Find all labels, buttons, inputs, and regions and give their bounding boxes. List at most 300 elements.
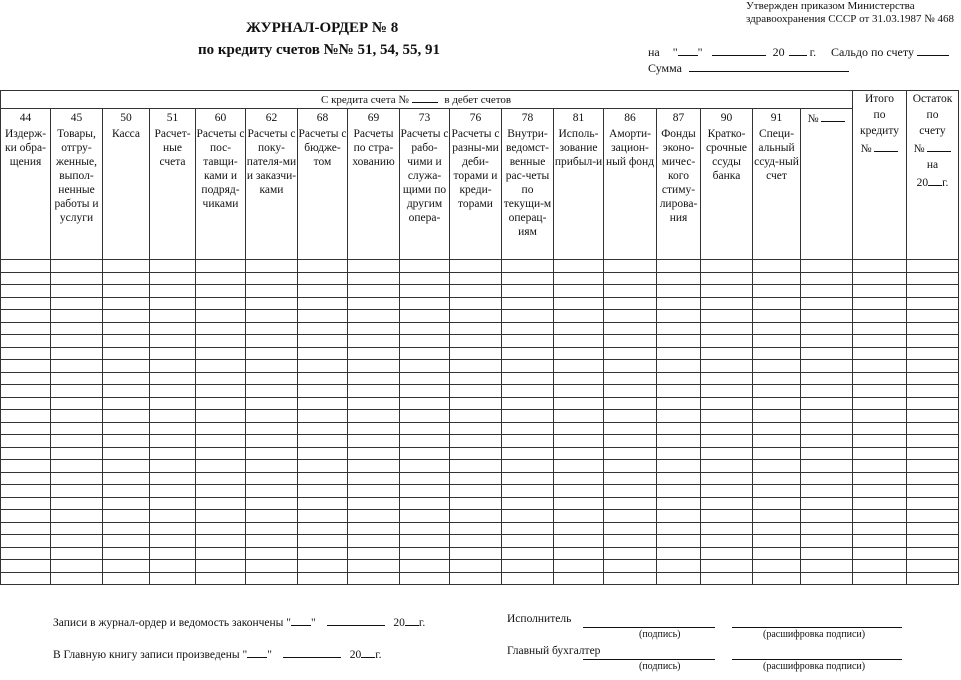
table-cell[interactable] xyxy=(701,335,753,348)
table-cell[interactable] xyxy=(450,435,502,448)
table-cell[interactable] xyxy=(298,397,348,410)
table-cell[interactable] xyxy=(554,335,604,348)
table-cell[interactable] xyxy=(196,310,246,323)
records-year-field[interactable] xyxy=(405,613,419,626)
table-cell[interactable] xyxy=(150,560,196,573)
table-cell[interactable] xyxy=(753,410,801,423)
table-cell[interactable] xyxy=(298,285,348,298)
table-cell[interactable] xyxy=(701,310,753,323)
day-field[interactable] xyxy=(678,43,698,56)
table-cell[interactable] xyxy=(348,497,400,510)
table-cell[interactable] xyxy=(657,335,701,348)
table-cell[interactable] xyxy=(150,347,196,360)
table-cell[interactable] xyxy=(400,435,450,448)
table-cell[interactable] xyxy=(657,485,701,498)
table-cell[interactable] xyxy=(1,447,51,460)
table-cell[interactable] xyxy=(1,360,51,373)
table-cell[interactable] xyxy=(604,397,657,410)
table-cell[interactable] xyxy=(150,460,196,473)
table-cell[interactable] xyxy=(907,535,959,548)
table-cell[interactable] xyxy=(554,397,604,410)
table-cell[interactable] xyxy=(657,572,701,585)
table-cell[interactable] xyxy=(701,322,753,335)
ledger-month-field[interactable] xyxy=(283,645,341,658)
table-cell[interactable] xyxy=(298,472,348,485)
extra-account-field[interactable] xyxy=(821,109,845,122)
table-cell[interactable] xyxy=(1,460,51,473)
table-cell[interactable] xyxy=(150,510,196,523)
table-cell[interactable] xyxy=(298,460,348,473)
table-cell[interactable] xyxy=(907,272,959,285)
table-cell[interactable] xyxy=(853,435,907,448)
table-cell[interactable] xyxy=(400,410,450,423)
table-cell[interactable] xyxy=(853,410,907,423)
table-cell[interactable] xyxy=(753,385,801,398)
table-cell[interactable] xyxy=(604,510,657,523)
table-cell[interactable] xyxy=(502,260,554,273)
table-cell[interactable] xyxy=(400,310,450,323)
table-cell[interactable] xyxy=(502,372,554,385)
table-cell[interactable] xyxy=(701,422,753,435)
table-cell[interactable] xyxy=(400,535,450,548)
table-cell[interactable] xyxy=(450,360,502,373)
table-cell[interactable] xyxy=(348,447,400,460)
table-cell[interactable] xyxy=(196,447,246,460)
table-cell[interactable] xyxy=(246,535,298,548)
table-cell[interactable] xyxy=(246,472,298,485)
table-cell[interactable] xyxy=(753,297,801,310)
table-cell[interactable] xyxy=(400,460,450,473)
table-cell[interactable] xyxy=(753,322,801,335)
table-cell[interactable] xyxy=(348,485,400,498)
table-cell[interactable] xyxy=(853,372,907,385)
ledger-day-field[interactable] xyxy=(247,645,267,658)
table-cell[interactable] xyxy=(348,360,400,373)
table-cell[interactable] xyxy=(103,335,150,348)
table-cell[interactable] xyxy=(907,447,959,460)
table-cell[interactable] xyxy=(246,560,298,573)
table-cell[interactable] xyxy=(554,372,604,385)
table-cell[interactable] xyxy=(348,272,400,285)
table-cell[interactable] xyxy=(103,360,150,373)
table-cell[interactable] xyxy=(246,310,298,323)
table-cell[interactable] xyxy=(1,297,51,310)
table-cell[interactable] xyxy=(348,510,400,523)
table-cell[interactable] xyxy=(103,460,150,473)
table-cell[interactable] xyxy=(657,385,701,398)
table-cell[interactable] xyxy=(400,347,450,360)
table-cell[interactable] xyxy=(604,547,657,560)
table-cell[interactable] xyxy=(196,372,246,385)
table-cell[interactable] xyxy=(907,347,959,360)
table-cell[interactable] xyxy=(246,260,298,273)
table-cell[interactable] xyxy=(348,572,400,585)
table-cell[interactable] xyxy=(853,297,907,310)
table-cell[interactable] xyxy=(701,560,753,573)
table-cell[interactable] xyxy=(801,297,853,310)
table-cell[interactable] xyxy=(604,385,657,398)
table-cell[interactable] xyxy=(450,522,502,535)
table-cell[interactable] xyxy=(801,447,853,460)
table-cell[interactable] xyxy=(1,547,51,560)
table-cell[interactable] xyxy=(150,422,196,435)
table-cell[interactable] xyxy=(604,447,657,460)
table-cell[interactable] xyxy=(801,572,853,585)
table-cell[interactable] xyxy=(907,397,959,410)
table-cell[interactable] xyxy=(196,435,246,448)
table-cell[interactable] xyxy=(701,397,753,410)
table-cell[interactable] xyxy=(701,572,753,585)
table-cell[interactable] xyxy=(298,485,348,498)
table-cell[interactable] xyxy=(196,460,246,473)
table-cell[interactable] xyxy=(450,447,502,460)
table-cell[interactable] xyxy=(554,560,604,573)
table-cell[interactable] xyxy=(450,335,502,348)
table-cell[interactable] xyxy=(196,410,246,423)
table-cell[interactable] xyxy=(502,497,554,510)
table-cell[interactable] xyxy=(853,260,907,273)
table-cell[interactable] xyxy=(502,435,554,448)
table-cell[interactable] xyxy=(1,385,51,398)
table-cell[interactable] xyxy=(246,522,298,535)
executor-decoding-line[interactable] xyxy=(732,626,902,628)
table-cell[interactable] xyxy=(853,535,907,548)
table-cell[interactable] xyxy=(150,547,196,560)
table-cell[interactable] xyxy=(1,347,51,360)
table-cell[interactable] xyxy=(657,460,701,473)
table-cell[interactable] xyxy=(801,472,853,485)
table-cell[interactable] xyxy=(657,560,701,573)
table-cell[interactable] xyxy=(196,472,246,485)
table-cell[interactable] xyxy=(246,485,298,498)
table-cell[interactable] xyxy=(196,572,246,585)
table-cell[interactable] xyxy=(753,560,801,573)
table-cell[interactable] xyxy=(554,460,604,473)
table-cell[interactable] xyxy=(701,547,753,560)
table-cell[interactable] xyxy=(853,272,907,285)
table-cell[interactable] xyxy=(701,522,753,535)
table-cell[interactable] xyxy=(554,410,604,423)
table-cell[interactable] xyxy=(103,422,150,435)
table-cell[interactable] xyxy=(701,410,753,423)
table-cell[interactable] xyxy=(1,285,51,298)
table-cell[interactable] xyxy=(348,385,400,398)
table-cell[interactable] xyxy=(450,472,502,485)
table-cell[interactable] xyxy=(298,435,348,448)
table-cell[interactable] xyxy=(196,335,246,348)
table-cell[interactable] xyxy=(753,422,801,435)
table-cell[interactable] xyxy=(604,310,657,323)
table-cell[interactable] xyxy=(298,297,348,310)
table-cell[interactable] xyxy=(657,410,701,423)
table-cell[interactable] xyxy=(450,260,502,273)
table-cell[interactable] xyxy=(1,435,51,448)
table-cell[interactable] xyxy=(701,447,753,460)
table-cell[interactable] xyxy=(298,272,348,285)
table-cell[interactable] xyxy=(801,497,853,510)
table-cell[interactable] xyxy=(150,410,196,423)
table-cell[interactable] xyxy=(502,285,554,298)
table-cell[interactable] xyxy=(701,272,753,285)
table-cell[interactable] xyxy=(801,522,853,535)
table-cell[interactable] xyxy=(298,560,348,573)
table-cell[interactable] xyxy=(604,322,657,335)
table-cell[interactable] xyxy=(450,485,502,498)
table-cell[interactable] xyxy=(554,535,604,548)
table-cell[interactable] xyxy=(150,435,196,448)
table-cell[interactable] xyxy=(907,497,959,510)
table-cell[interactable] xyxy=(348,297,400,310)
table-cell[interactable] xyxy=(150,335,196,348)
table-cell[interactable] xyxy=(604,472,657,485)
table-cell[interactable] xyxy=(450,285,502,298)
table-cell[interactable] xyxy=(853,572,907,585)
table-cell[interactable] xyxy=(657,360,701,373)
table-cell[interactable] xyxy=(1,510,51,523)
table-cell[interactable] xyxy=(348,372,400,385)
table-cell[interactable] xyxy=(853,560,907,573)
table-cell[interactable] xyxy=(554,510,604,523)
table-cell[interactable] xyxy=(604,360,657,373)
table-cell[interactable] xyxy=(753,260,801,273)
table-cell[interactable] xyxy=(400,422,450,435)
saldo-account-field[interactable] xyxy=(917,43,949,56)
table-cell[interactable] xyxy=(502,460,554,473)
table-cell[interactable] xyxy=(51,385,103,398)
table-cell[interactable] xyxy=(657,372,701,385)
table-cell[interactable] xyxy=(246,497,298,510)
table-cell[interactable] xyxy=(604,522,657,535)
table-cell[interactable] xyxy=(400,472,450,485)
table-cell[interactable] xyxy=(801,285,853,298)
table-cell[interactable] xyxy=(400,360,450,373)
table-cell[interactable] xyxy=(246,372,298,385)
table-cell[interactable] xyxy=(604,285,657,298)
table-cell[interactable] xyxy=(554,310,604,323)
table-cell[interactable] xyxy=(450,385,502,398)
table-cell[interactable] xyxy=(907,322,959,335)
table-cell[interactable] xyxy=(753,535,801,548)
table-cell[interactable] xyxy=(604,335,657,348)
table-cell[interactable] xyxy=(51,535,103,548)
table-cell[interactable] xyxy=(1,310,51,323)
table-cell[interactable] xyxy=(554,360,604,373)
table-cell[interactable] xyxy=(51,510,103,523)
table-cell[interactable] xyxy=(1,485,51,498)
table-cell[interactable] xyxy=(103,322,150,335)
table-cell[interactable] xyxy=(196,547,246,560)
table-cell[interactable] xyxy=(103,572,150,585)
table-cell[interactable] xyxy=(907,572,959,585)
table-cell[interactable] xyxy=(103,297,150,310)
table-cell[interactable] xyxy=(450,372,502,385)
table-cell[interactable] xyxy=(450,535,502,548)
table-cell[interactable] xyxy=(753,547,801,560)
table-cell[interactable] xyxy=(298,385,348,398)
table-cell[interactable] xyxy=(554,447,604,460)
table-cell[interactable] xyxy=(103,485,150,498)
table-cell[interactable] xyxy=(502,422,554,435)
table-cell[interactable] xyxy=(907,547,959,560)
table-cell[interactable] xyxy=(298,347,348,360)
table-cell[interactable] xyxy=(554,347,604,360)
table-cell[interactable] xyxy=(657,297,701,310)
table-cell[interactable] xyxy=(51,560,103,573)
table-cell[interactable] xyxy=(801,335,853,348)
table-cell[interactable] xyxy=(907,472,959,485)
table-cell[interactable] xyxy=(753,472,801,485)
table-cell[interactable] xyxy=(502,547,554,560)
table-cell[interactable] xyxy=(801,347,853,360)
table-cell[interactable] xyxy=(554,485,604,498)
table-cell[interactable] xyxy=(196,360,246,373)
table-cell[interactable] xyxy=(150,372,196,385)
table-cell[interactable] xyxy=(853,310,907,323)
table-cell[interactable] xyxy=(196,397,246,410)
table-cell[interactable] xyxy=(701,372,753,385)
table-cell[interactable] xyxy=(150,485,196,498)
table-cell[interactable] xyxy=(51,272,103,285)
table-cell[interactable] xyxy=(103,447,150,460)
table-cell[interactable] xyxy=(753,272,801,285)
table-cell[interactable] xyxy=(196,272,246,285)
table-cell[interactable] xyxy=(400,447,450,460)
table-cell[interactable] xyxy=(298,547,348,560)
table-cell[interactable] xyxy=(51,335,103,348)
table-cell[interactable] xyxy=(657,397,701,410)
records-month-field[interactable] xyxy=(327,613,385,626)
table-cell[interactable] xyxy=(51,360,103,373)
table-cell[interactable] xyxy=(246,297,298,310)
table-cell[interactable] xyxy=(801,535,853,548)
table-cell[interactable] xyxy=(554,572,604,585)
table-cell[interactable] xyxy=(907,460,959,473)
table-cell[interactable] xyxy=(103,522,150,535)
table-cell[interactable] xyxy=(246,285,298,298)
table-cell[interactable] xyxy=(103,510,150,523)
table-cell[interactable] xyxy=(753,485,801,498)
table-cell[interactable] xyxy=(753,510,801,523)
ostatok-year-field[interactable] xyxy=(928,173,942,186)
table-cell[interactable] xyxy=(51,422,103,435)
table-cell[interactable] xyxy=(604,572,657,585)
table-cell[interactable] xyxy=(801,360,853,373)
table-cell[interactable] xyxy=(554,422,604,435)
table-cell[interactable] xyxy=(604,535,657,548)
credit-account-field[interactable] xyxy=(412,91,438,103)
table-cell[interactable] xyxy=(400,285,450,298)
table-cell[interactable] xyxy=(246,360,298,373)
table-cell[interactable] xyxy=(103,397,150,410)
table-cell[interactable] xyxy=(502,572,554,585)
table-cell[interactable] xyxy=(502,510,554,523)
table-cell[interactable] xyxy=(853,360,907,373)
table-cell[interactable] xyxy=(657,435,701,448)
table-cell[interactable] xyxy=(450,347,502,360)
table-cell[interactable] xyxy=(853,547,907,560)
table-cell[interactable] xyxy=(196,347,246,360)
table-cell[interactable] xyxy=(400,510,450,523)
table-cell[interactable] xyxy=(298,260,348,273)
table-cell[interactable] xyxy=(1,372,51,385)
table-cell[interactable] xyxy=(196,535,246,548)
table-cell[interactable] xyxy=(701,535,753,548)
table-cell[interactable] xyxy=(853,397,907,410)
table-cell[interactable] xyxy=(502,560,554,573)
table-cell[interactable] xyxy=(801,547,853,560)
table-cell[interactable] xyxy=(604,372,657,385)
table-cell[interactable] xyxy=(400,297,450,310)
table-cell[interactable] xyxy=(150,272,196,285)
records-day-field[interactable] xyxy=(291,613,311,626)
table-cell[interactable] xyxy=(657,472,701,485)
table-cell[interactable] xyxy=(51,485,103,498)
table-cell[interactable] xyxy=(450,422,502,435)
table-cell[interactable] xyxy=(450,322,502,335)
table-cell[interactable] xyxy=(400,397,450,410)
table-cell[interactable] xyxy=(853,285,907,298)
table-cell[interactable] xyxy=(853,385,907,398)
table-cell[interactable] xyxy=(348,560,400,573)
table-cell[interactable] xyxy=(907,285,959,298)
table-cell[interactable] xyxy=(196,297,246,310)
table-cell[interactable] xyxy=(196,385,246,398)
table-cell[interactable] xyxy=(502,322,554,335)
table-cell[interactable] xyxy=(246,447,298,460)
table-cell[interactable] xyxy=(701,385,753,398)
table-cell[interactable] xyxy=(348,347,400,360)
table-cell[interactable] xyxy=(907,372,959,385)
table-cell[interactable] xyxy=(554,497,604,510)
table-cell[interactable] xyxy=(604,410,657,423)
table-cell[interactable] xyxy=(196,485,246,498)
table-cell[interactable] xyxy=(701,497,753,510)
table-cell[interactable] xyxy=(246,435,298,448)
table-cell[interactable] xyxy=(348,397,400,410)
table-cell[interactable] xyxy=(801,560,853,573)
table-cell[interactable] xyxy=(502,410,554,423)
table-cell[interactable] xyxy=(51,547,103,560)
table-cell[interactable] xyxy=(604,260,657,273)
table-cell[interactable] xyxy=(196,285,246,298)
table-cell[interactable] xyxy=(801,272,853,285)
table-cell[interactable] xyxy=(907,385,959,398)
table-cell[interactable] xyxy=(753,372,801,385)
table-cell[interactable] xyxy=(246,510,298,523)
table-cell[interactable] xyxy=(1,410,51,423)
table-cell[interactable] xyxy=(150,535,196,548)
table-cell[interactable] xyxy=(1,322,51,335)
year-field[interactable] xyxy=(789,43,807,56)
table-cell[interactable] xyxy=(753,347,801,360)
table-cell[interactable] xyxy=(298,422,348,435)
table-cell[interactable] xyxy=(604,560,657,573)
table-cell[interactable] xyxy=(657,547,701,560)
table-cell[interactable] xyxy=(604,435,657,448)
table-cell[interactable] xyxy=(246,422,298,435)
table-cell[interactable] xyxy=(853,335,907,348)
table-cell[interactable] xyxy=(801,385,853,398)
table-cell[interactable] xyxy=(298,410,348,423)
table-cell[interactable] xyxy=(51,497,103,510)
table-cell[interactable] xyxy=(753,285,801,298)
table-cell[interactable] xyxy=(753,460,801,473)
table-cell[interactable] xyxy=(554,260,604,273)
table-cell[interactable] xyxy=(450,572,502,585)
table-cell[interactable] xyxy=(853,460,907,473)
table-cell[interactable] xyxy=(51,447,103,460)
table-cell[interactable] xyxy=(801,372,853,385)
